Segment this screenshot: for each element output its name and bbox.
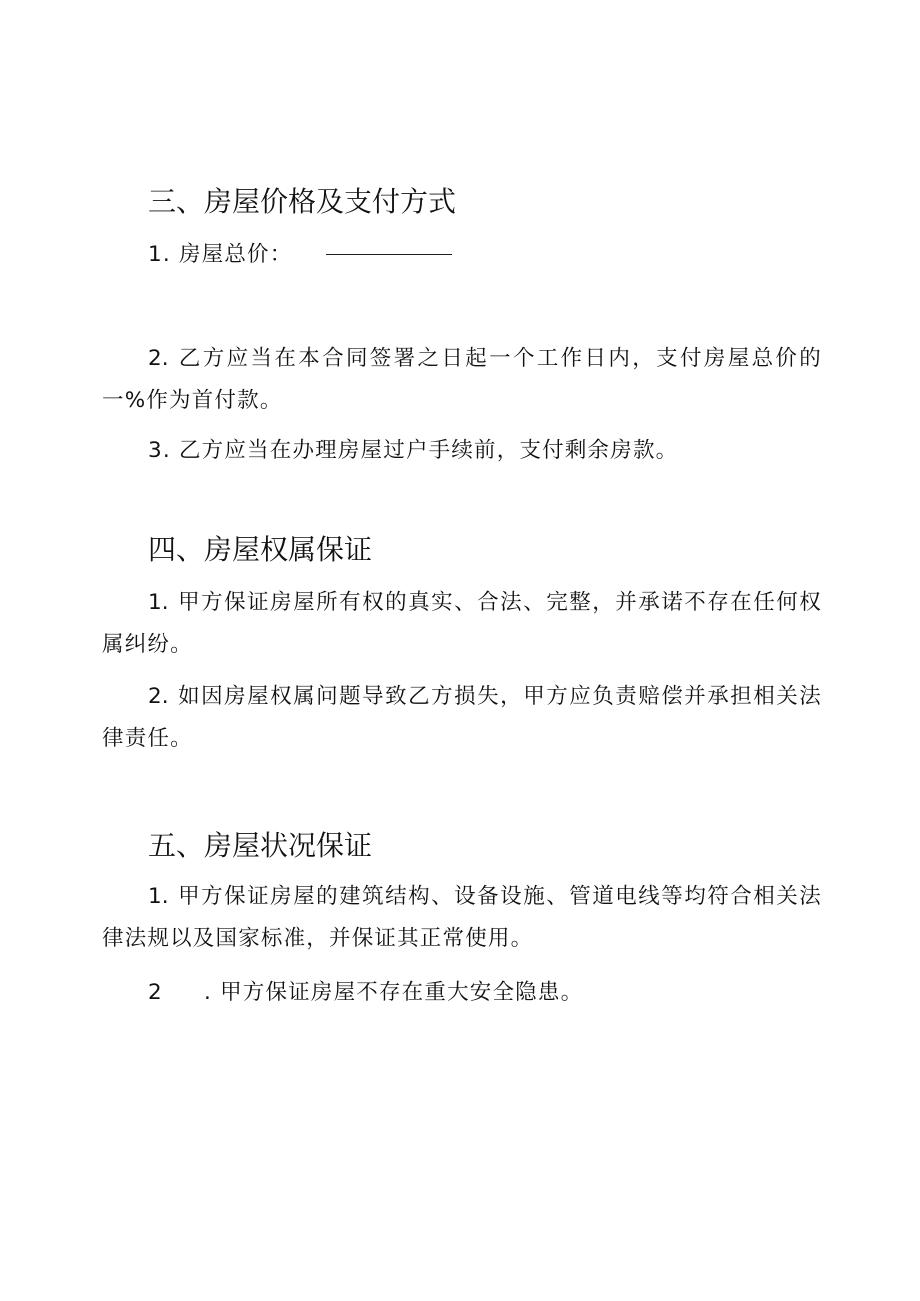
clause-ownership-compensation bbox=[102, 676, 822, 760]
clause-text: . 甲方保证房屋的建筑结构、设备设施、管道电线等均符合相关法律法规以及国家标准，并保证其正常使用。 bbox=[102, 884, 822, 951]
clause-number: 1 bbox=[148, 884, 162, 909]
clause-number: 1 bbox=[148, 590, 162, 615]
section-heading-ownership-guarantee: 四、房屋权属保证 bbox=[148, 533, 373, 566]
clause-text: . 如因房屋权属问题导致乙方损失，甲方应负责赔偿并承担相关法律责任。 bbox=[102, 684, 822, 751]
clause-text: . 甲方保证房屋不存在重大安全隐患。 bbox=[204, 980, 584, 1005]
clause-number: 1 bbox=[148, 242, 163, 267]
total-price-blank-line bbox=[326, 253, 452, 255]
clause-text: . 甲方保证房屋所有权的真实、合法、完整，并承诺不存在任何权属纠纷。 bbox=[102, 590, 822, 657]
section-heading-price-payment: 三、房屋价格及支付方式 bbox=[148, 185, 457, 218]
clause-text: . 乙方应当在本合同签署之日起一个工作日内，支付房屋总价的一%作为首付款。 bbox=[102, 346, 822, 413]
clause-number: 2 bbox=[148, 980, 163, 1005]
clause-number: 3 bbox=[148, 438, 163, 463]
clause-number: 2 bbox=[148, 684, 162, 709]
section-heading-condition-guarantee: 五、房屋状况保证 bbox=[148, 829, 373, 862]
clause-text: . 乙方应当在办理房屋过户手续前，支付剩余房款。 bbox=[162, 438, 679, 463]
clause-building-standard bbox=[102, 876, 822, 960]
clause-no-safety-hazard bbox=[148, 972, 583, 1014]
clause-down-payment bbox=[102, 338, 822, 422]
clause-number: 2 bbox=[148, 346, 162, 371]
clause-remaining-payment bbox=[148, 430, 678, 472]
clause-ownership-true bbox=[102, 582, 822, 666]
clause-text: . 房屋总价： bbox=[162, 242, 293, 267]
clause-total-price bbox=[148, 234, 452, 276]
